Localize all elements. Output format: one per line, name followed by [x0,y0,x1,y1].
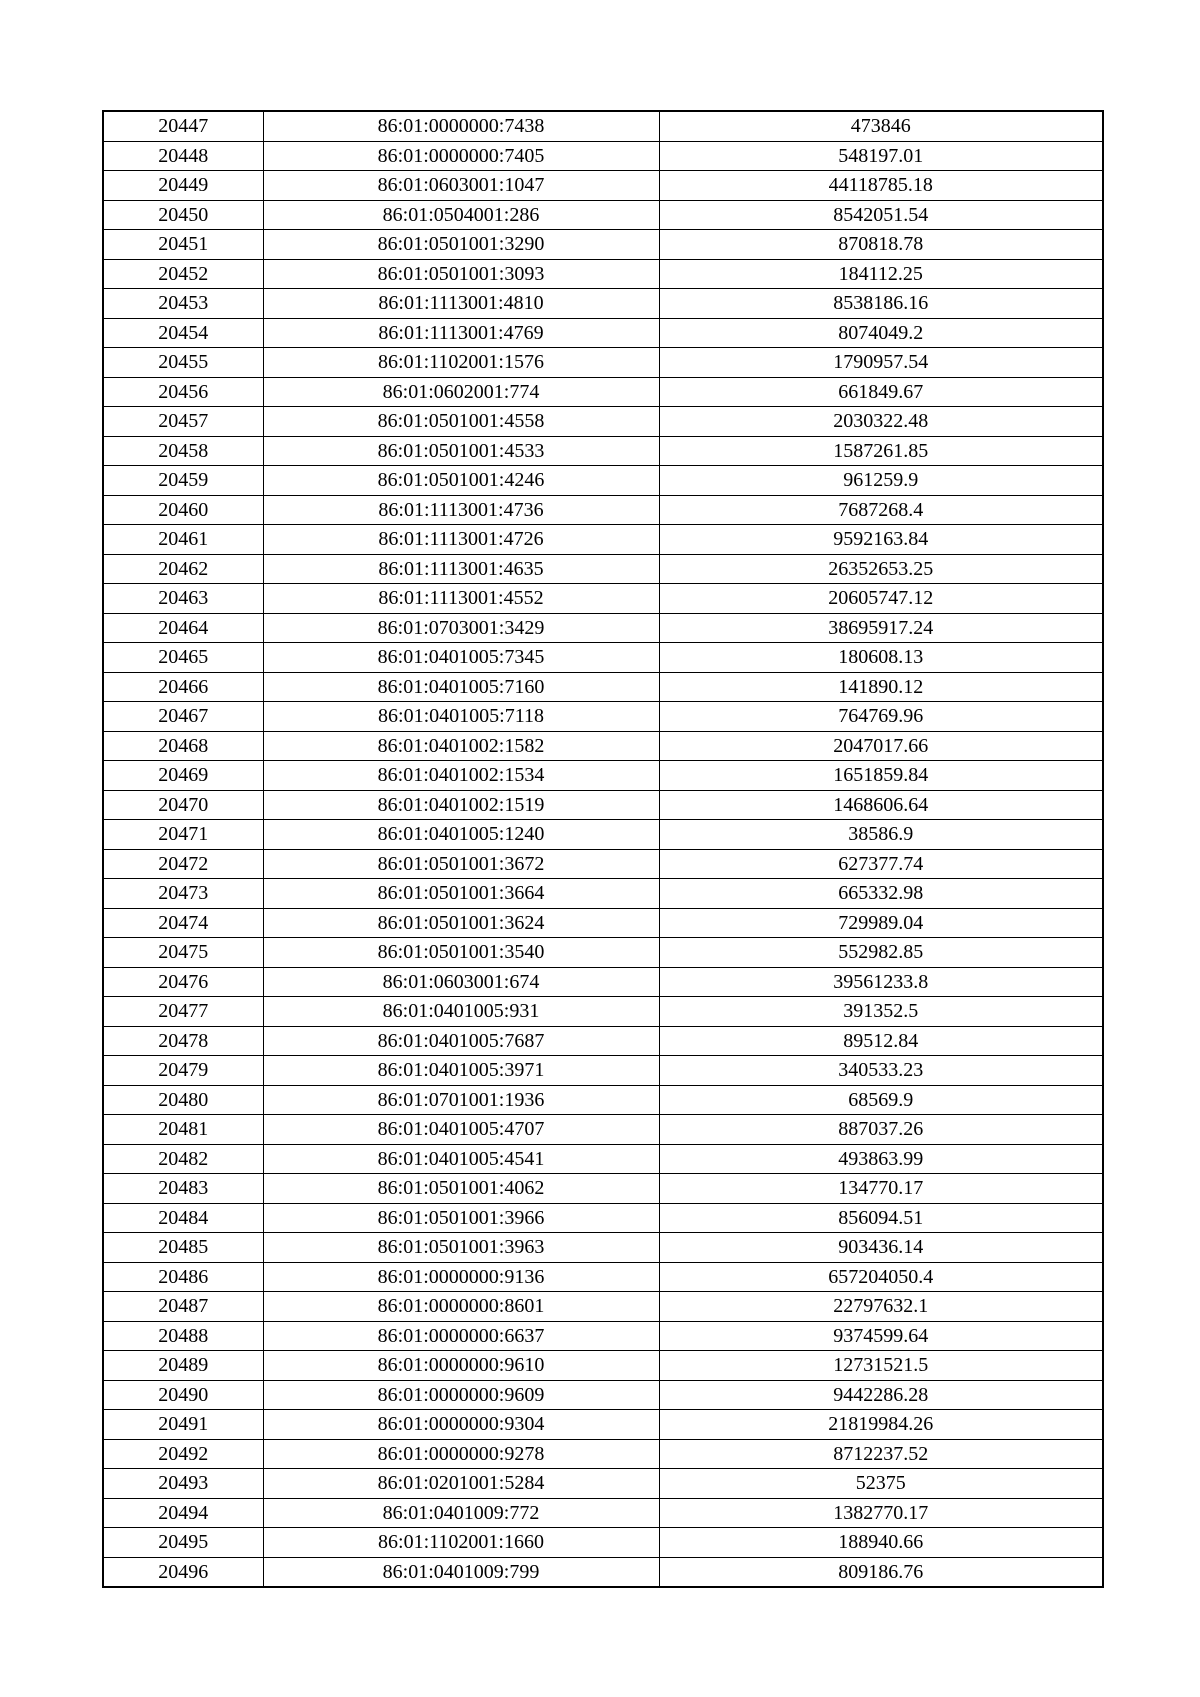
cadastral-value-cell: 2047017.66 [659,731,1103,761]
cadastral-value-cell: 188940.66 [659,1528,1103,1558]
cadastral-value-cell: 729989.04 [659,908,1103,938]
cadastral-number-cell: 86:01:1113001:4726 [263,525,659,555]
cadastral-value-cell: 12731521.5 [659,1351,1103,1381]
table-row [103,1085,1103,1115]
table-row [103,1292,1103,1322]
cadastral-number-cell: 86:01:0401005:4707 [263,1115,659,1145]
row-number-cell: 20457 [103,407,263,437]
row-number-cell: 20490 [103,1380,263,1410]
cadastral-value-cell: 39561233.8 [659,967,1103,997]
cadastral-number-cell: 86:01:0501001:4533 [263,436,659,466]
cadastral-value-cell: 548197.01 [659,141,1103,171]
cadastral-number-cell: 86:01:0501001:3966 [263,1203,659,1233]
cadastral-number-cell: 86:01:1113001:4769 [263,318,659,348]
table-row [103,702,1103,732]
row-number-cell: 20480 [103,1085,263,1115]
table-row [103,613,1103,643]
cadastral-value-cell: 68569.9 [659,1085,1103,1115]
row-number-cell: 20462 [103,554,263,584]
row-number-cell: 20487 [103,1292,263,1322]
cadastral-value-table [102,110,1104,1588]
cadastral-number-cell: 86:01:0000000:9610 [263,1351,659,1381]
cadastral-value-cell: 7687268.4 [659,495,1103,525]
cadastral-number-cell: 86:01:0401005:931 [263,997,659,1027]
table-row [103,997,1103,1027]
row-number-cell: 20472 [103,849,263,879]
cadastral-value-cell: 134770.17 [659,1174,1103,1204]
cadastral-number-cell: 86:01:1102001:1576 [263,348,659,378]
cadastral-number-cell: 86:01:0501001:3672 [263,849,659,879]
cadastral-value-cell: 22797632.1 [659,1292,1103,1322]
table-row [103,967,1103,997]
cadastral-value-cell: 1790957.54 [659,348,1103,378]
cadastral-number-cell: 86:01:1113001:4552 [263,584,659,614]
cadastral-number-cell: 86:01:0703001:3429 [263,613,659,643]
row-number-cell: 20464 [103,613,263,643]
cadastral-value-cell: 20605747.12 [659,584,1103,614]
cadastral-value-cell: 809186.76 [659,1557,1103,1587]
row-number-cell: 20481 [103,1115,263,1145]
table-row [103,171,1103,201]
table-row [103,495,1103,525]
table-row [103,820,1103,850]
row-number-cell: 20493 [103,1469,263,1499]
table-row [103,200,1103,230]
row-number-cell: 20452 [103,259,263,289]
table-row [103,230,1103,260]
table-row [103,879,1103,909]
row-number-cell: 20451 [103,230,263,260]
cadastral-number-cell: 86:01:1113001:4810 [263,289,659,319]
cadastral-number-cell: 86:01:0000000:7438 [263,111,659,141]
table-body [103,111,1103,1587]
table-row [103,1410,1103,1440]
cadastral-value-cell: 89512.84 [659,1026,1103,1056]
row-number-cell: 20468 [103,731,263,761]
cadastral-number-cell: 86:01:0000000:9136 [263,1262,659,1292]
row-number-cell: 20495 [103,1528,263,1558]
cadastral-value-cell: 1651859.84 [659,761,1103,791]
row-number-cell: 20479 [103,1056,263,1086]
table-row [103,289,1103,319]
cadastral-value-cell: 8074049.2 [659,318,1103,348]
row-number-cell: 20463 [103,584,263,614]
cadastral-number-cell: 86:01:0602001:774 [263,377,659,407]
table-row [103,938,1103,968]
cadastral-number-cell: 86:01:0501001:4062 [263,1174,659,1204]
cadastral-number-cell: 86:01:0000000:9609 [263,1380,659,1410]
table-row [103,259,1103,289]
cadastral-number-cell: 86:01:0401005:7160 [263,672,659,702]
cadastral-number-cell: 86:01:1113001:4635 [263,554,659,584]
row-number-cell: 20467 [103,702,263,732]
row-number-cell: 20478 [103,1026,263,1056]
cadastral-value-cell: 391352.5 [659,997,1103,1027]
table-row [103,436,1103,466]
row-number-cell: 20459 [103,466,263,496]
row-number-cell: 20447 [103,111,263,141]
cadastral-value-cell: 38695917.24 [659,613,1103,643]
cadastral-number-cell: 86:01:0501001:3664 [263,879,659,909]
row-number-cell: 20477 [103,997,263,1027]
cadastral-number-cell: 86:01:0501001:3963 [263,1233,659,1263]
row-number-cell: 20484 [103,1203,263,1233]
cadastral-number-cell: 86:01:0201001:5284 [263,1469,659,1499]
cadastral-number-cell: 86:01:0000000:7405 [263,141,659,171]
cadastral-number-cell: 86:01:0501001:4558 [263,407,659,437]
table-row [103,584,1103,614]
cadastral-value-cell: 44118785.18 [659,171,1103,201]
row-number-cell: 20454 [103,318,263,348]
table-row [103,1321,1103,1351]
row-number-cell: 20485 [103,1233,263,1263]
row-number-cell: 20486 [103,1262,263,1292]
row-number-cell: 20473 [103,879,263,909]
table-row [103,525,1103,555]
cadastral-number-cell: 86:01:0401005:1240 [263,820,659,850]
table-row [103,466,1103,496]
cadastral-number-cell: 86:01:1102001:1660 [263,1528,659,1558]
cadastral-value-cell: 52375 [659,1469,1103,1499]
cadastral-value-cell: 473846 [659,111,1103,141]
cadastral-value-cell: 2030322.48 [659,407,1103,437]
table-row [103,1498,1103,1528]
cadastral-value-cell: 657204050.4 [659,1262,1103,1292]
row-number-cell: 20496 [103,1557,263,1587]
row-number-cell: 20449 [103,171,263,201]
cadastral-value-cell: 903436.14 [659,1233,1103,1263]
row-number-cell: 20474 [103,908,263,938]
cadastral-value-cell: 8712237.52 [659,1439,1103,1469]
cadastral-value-cell: 8542051.54 [659,200,1103,230]
row-number-cell: 20471 [103,820,263,850]
table-row [103,377,1103,407]
row-number-cell: 20489 [103,1351,263,1381]
cadastral-value-cell: 9374599.64 [659,1321,1103,1351]
cadastral-value-cell: 180608.13 [659,643,1103,673]
table-row [103,908,1103,938]
cadastral-value-cell: 38586.9 [659,820,1103,850]
row-number-cell: 20448 [103,141,263,171]
row-number-cell: 20491 [103,1410,263,1440]
table-row [103,348,1103,378]
table-row [103,1203,1103,1233]
row-number-cell: 20470 [103,790,263,820]
cadastral-value-cell: 493863.99 [659,1144,1103,1174]
row-number-cell: 20483 [103,1174,263,1204]
cadastral-value-cell: 9442286.28 [659,1380,1103,1410]
row-number-cell: 20458 [103,436,263,466]
cadastral-value-cell: 8538186.16 [659,289,1103,319]
table-row [103,1351,1103,1381]
row-number-cell: 20492 [103,1439,263,1469]
row-number-cell: 20456 [103,377,263,407]
row-number-cell: 20450 [103,200,263,230]
row-number-cell: 20482 [103,1144,263,1174]
row-number-cell: 20453 [103,289,263,319]
cadastral-number-cell: 86:01:0501001:4246 [263,466,659,496]
table-row [103,1528,1103,1558]
cadastral-number-cell: 86:01:0000000:9278 [263,1439,659,1469]
table-row [103,1557,1103,1587]
cadastral-number-cell: 86:01:0401002:1519 [263,790,659,820]
cadastral-number-cell: 86:01:0501001:3624 [263,908,659,938]
cadastral-number-cell: 86:01:0603001:674 [263,967,659,997]
table-row [103,761,1103,791]
cadastral-number-cell: 86:01:0501001:3290 [263,230,659,260]
cadastral-number-cell: 86:01:0401005:7118 [263,702,659,732]
row-number-cell: 20488 [103,1321,263,1351]
table-row [103,1469,1103,1499]
table-row [103,111,1103,141]
table-row [103,318,1103,348]
table-row [103,1174,1103,1204]
row-number-cell: 20469 [103,761,263,791]
table-row [103,1262,1103,1292]
cadastral-value-cell: 141890.12 [659,672,1103,702]
cadastral-value-cell: 764769.96 [659,702,1103,732]
cadastral-number-cell: 86:01:1113001:4736 [263,495,659,525]
cadastral-value-cell: 26352653.25 [659,554,1103,584]
cadastral-value-cell: 340533.23 [659,1056,1103,1086]
table-row [103,1233,1103,1263]
cadastral-number-cell: 86:01:0501001:3093 [263,259,659,289]
row-number-cell: 20465 [103,643,263,673]
cadastral-value-cell: 552982.85 [659,938,1103,968]
row-number-cell: 20461 [103,525,263,555]
table-row [103,643,1103,673]
cadastral-number-cell: 86:01:0000000:9304 [263,1410,659,1440]
cadastral-number-cell: 86:01:0401005:4541 [263,1144,659,1174]
table-row [103,1144,1103,1174]
cadastral-number-cell: 86:01:0401005:7687 [263,1026,659,1056]
table-row [103,731,1103,761]
cadastral-value-cell: 856094.51 [659,1203,1103,1233]
row-number-cell: 20476 [103,967,263,997]
table-row [103,672,1103,702]
cadastral-value-cell: 1468606.64 [659,790,1103,820]
table-row [103,141,1103,171]
table-row [103,1380,1103,1410]
table-row [103,849,1103,879]
cadastral-number-cell: 86:01:0501001:3540 [263,938,659,968]
cadastral-number-cell: 86:01:0000000:8601 [263,1292,659,1322]
cadastral-value-cell: 661849.67 [659,377,1103,407]
row-number-cell: 20460 [103,495,263,525]
cadastral-value-cell: 961259.9 [659,466,1103,496]
cadastral-number-cell: 86:01:0401009:799 [263,1557,659,1587]
row-number-cell: 20494 [103,1498,263,1528]
table-row [103,1115,1103,1145]
cadastral-number-cell: 86:01:0701001:1936 [263,1085,659,1115]
cadastral-value-cell: 1382770.17 [659,1498,1103,1528]
cadastral-value-cell: 665332.98 [659,879,1103,909]
cadastral-value-cell: 21819984.26 [659,1410,1103,1440]
cadastral-value-cell: 870818.78 [659,230,1103,260]
table-row [103,1026,1103,1056]
table-row [103,790,1103,820]
table-row [103,554,1103,584]
cadastral-value-cell: 627377.74 [659,849,1103,879]
row-number-cell: 20466 [103,672,263,702]
row-number-cell: 20455 [103,348,263,378]
row-number-cell: 20475 [103,938,263,968]
cadastral-number-cell: 86:01:0000000:6637 [263,1321,659,1351]
cadastral-number-cell: 86:01:0504001:286 [263,200,659,230]
table-row [103,1439,1103,1469]
cadastral-number-cell: 86:01:0401005:7345 [263,643,659,673]
table-row [103,407,1103,437]
cadastral-number-cell: 86:01:0401002:1534 [263,761,659,791]
cadastral-number-cell: 86:01:0603001:1047 [263,171,659,201]
cadastral-value-cell: 9592163.84 [659,525,1103,555]
cadastral-value-cell: 1587261.85 [659,436,1103,466]
cadastral-value-cell: 887037.26 [659,1115,1103,1145]
cadastral-number-cell: 86:01:0401009:772 [263,1498,659,1528]
cadastral-number-cell: 86:01:0401005:3971 [263,1056,659,1086]
cadastral-value-cell: 184112.25 [659,259,1103,289]
cadastral-number-cell: 86:01:0401002:1582 [263,731,659,761]
table-row [103,1056,1103,1086]
